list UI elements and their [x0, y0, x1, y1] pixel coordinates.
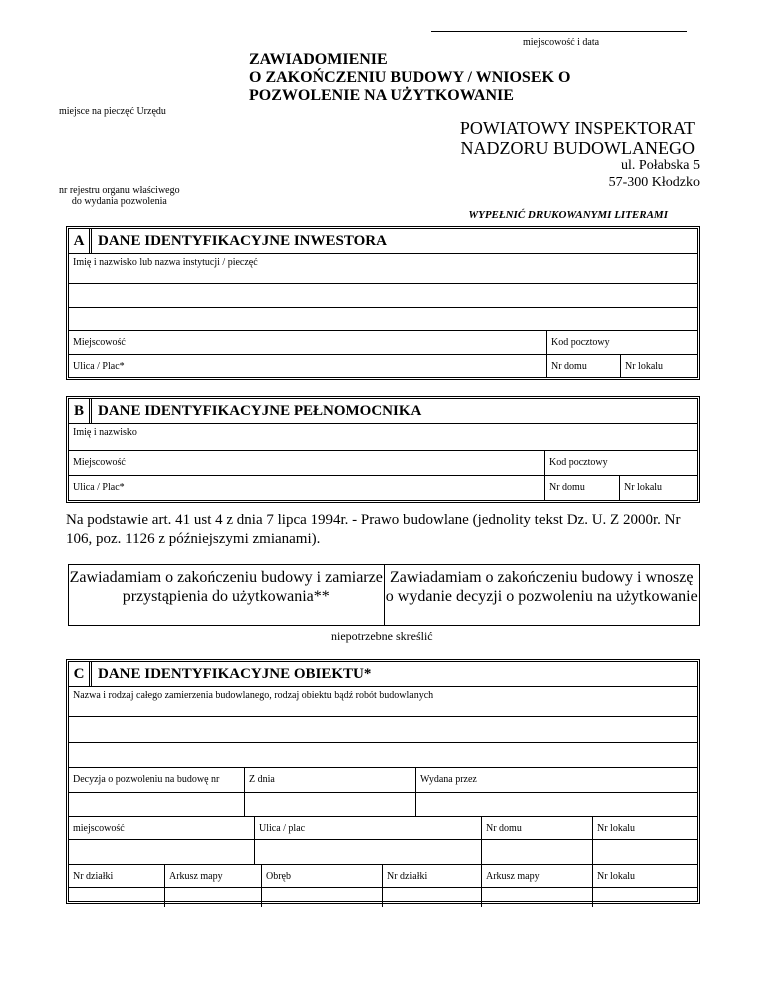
- investor-postal-field[interactable]: [547, 331, 697, 354]
- title-line-3: POZWOLENIE NA UŻYTKOWANIE: [249, 87, 514, 104]
- plot-values-row: [69, 888, 697, 907]
- plot-row: [69, 865, 697, 888]
- object-street-input[interactable]: [255, 840, 482, 864]
- proxy-postal-label: Kod pocztowy: [549, 457, 608, 468]
- fill-instruction: WYPEŁNIĆ DRUKOWANYMI LITERAMI: [468, 209, 668, 221]
- proxy-postal-field[interactable]: [545, 451, 697, 475]
- object-address-row: [69, 817, 697, 840]
- register-line-2: do wydania pozwolenia: [71, 196, 167, 207]
- proxy-street-label: Ulica / Plac*: [73, 482, 125, 493]
- object-address-values-row: [69, 840, 697, 865]
- object-city-field[interactable]: [69, 817, 255, 839]
- proxy-flat-field[interactable]: [620, 476, 697, 500]
- option-notify-and-use[interactable]: Zawiadamiam o zakończeniu budowy i zamiarze przystąpienia do użytkowania**: [69, 565, 385, 625]
- decision-row: [69, 768, 697, 793]
- map-sheet-input-1[interactable]: [165, 888, 262, 907]
- investor-street-label: Ulica / Plac*: [73, 361, 125, 372]
- proxy-city-row: [69, 451, 697, 476]
- investor-city-label: Miejscowość: [73, 337, 126, 348]
- object-name-label: Nazwa i rodzaj całego zamierzenia budowlanego, rodzaj obiektu bądź robót budowlanych: [73, 690, 434, 701]
- decision-label: Decyzja o pozwoleniu na budowę nr: [73, 774, 220, 785]
- object-city-label: miejscowość: [73, 823, 125, 834]
- plot-number-input-1[interactable]: [69, 888, 165, 907]
- plot-flat-field[interactable]: [593, 865, 697, 887]
- investor-street-field[interactable]: [69, 355, 547, 377]
- title-line-2: O ZAKOŃCZENIU BUDOWY / WNIOSEK O: [249, 69, 571, 86]
- investor-street-row: [69, 355, 697, 377]
- section-c-object: [66, 659, 700, 904]
- legal-basis-text: Na podstawie art. 41 ust 4 z dnia 7 lipca 1994r. - Prawo budowlane (jednolity tekst Dz. U. Z 2000r. Nr 106, poz. 1126 z późniejszymi zmianami).: [66, 512, 681, 547]
- cross-out-note: niepotrzebne skreślić: [331, 629, 433, 643]
- section-b-letter: B: [69, 399, 92, 423]
- object-name-field[interactable]: [69, 687, 697, 716]
- object-house-field[interactable]: [482, 817, 593, 839]
- investor-city-field[interactable]: [69, 331, 547, 354]
- option-request-permit[interactable]: Zawiadamiam o zakończeniu budowy i wnoszę o wydanie decyzji o pozwoleniu na użytkowanie: [385, 569, 698, 605]
- section-a-title: DANE IDENTYFIKACYJNE INWESTORA: [98, 232, 387, 249]
- section-c-title: DANE IDENTYFIKACYJNE OBIEKTU*: [98, 665, 372, 682]
- register-label: [59, 185, 180, 207]
- precinct-label: Obręb: [266, 871, 291, 882]
- plot-number-field-1[interactable]: [69, 865, 165, 887]
- object-flat-field[interactable]: [593, 817, 697, 839]
- plot-flat-input[interactable]: [593, 888, 697, 907]
- section-a-header: [69, 229, 697, 254]
- map-sheet-field-1[interactable]: [165, 865, 262, 887]
- precinct-input[interactable]: [262, 888, 383, 907]
- object-name-field-3[interactable]: [69, 743, 697, 768]
- proxy-street-row: [69, 476, 697, 500]
- plot-number-input-2[interactable]: [383, 888, 482, 907]
- investor-name-label: Imię i nazwisko lub nazwa instytucji / pieczęć: [73, 257, 258, 268]
- investor-flat-field[interactable]: [621, 355, 697, 377]
- proxy-house-label: Nr domu: [549, 482, 585, 493]
- office-name: [460, 118, 695, 158]
- object-name-field-2[interactable]: [69, 717, 697, 743]
- office-address: [609, 157, 700, 191]
- proxy-house-field[interactable]: [545, 476, 620, 500]
- proxy-name-label: Imię i nazwisko: [73, 427, 137, 438]
- plot-label-1: Nr działki: [73, 871, 114, 882]
- place-date-label: miejscowość i data: [523, 37, 600, 48]
- map-label-1: Arkusz mapy: [169, 871, 223, 882]
- form-title: [249, 51, 570, 105]
- investor-name-field-2[interactable]: [69, 308, 697, 331]
- object-name-row: [69, 687, 697, 717]
- proxy-city-field[interactable]: [69, 451, 545, 475]
- object-flat-input[interactable]: [593, 840, 697, 864]
- proxy-street-field[interactable]: [69, 476, 545, 500]
- proxy-city-label: Miejscowość: [73, 457, 126, 468]
- office-line-2: NADZORU BUDOWLANEGO: [460, 138, 695, 158]
- decision-number-input[interactable]: [69, 793, 245, 816]
- decision-date-field[interactable]: [245, 768, 416, 792]
- proxy-flat-label: Nr lokalu: [624, 482, 663, 493]
- investor-house-field[interactable]: [547, 355, 621, 377]
- section-a-investor: [66, 226, 700, 380]
- proxy-name-field[interactable]: [69, 424, 697, 450]
- object-city-input[interactable]: [69, 840, 255, 864]
- section-b-proxy: [66, 396, 700, 503]
- issued-by-label: Wydana przez: [420, 774, 477, 785]
- map-label-2: Arkusz mapy: [486, 871, 540, 882]
- place-date-line: [431, 31, 687, 32]
- section-c-letter: C: [69, 662, 92, 686]
- proxy-name-row: [69, 424, 697, 451]
- flat-label-2: Nr lokalu: [597, 871, 636, 882]
- section-a-letter: A: [69, 229, 92, 253]
- investor-name-field-1[interactable]: [69, 284, 697, 308]
- investor-house-label: Nr domu: [551, 361, 587, 372]
- object-street-field[interactable]: [255, 817, 482, 839]
- plot-number-field-2[interactable]: [383, 865, 482, 887]
- investor-postal-label: Kod pocztowy: [551, 337, 610, 348]
- issued-by-input[interactable]: [416, 793, 697, 816]
- investor-name-row[interactable]: [69, 254, 697, 284]
- plot-label-2: Nr działki: [387, 871, 428, 882]
- address-line-2: 57-300 Kłodzko: [608, 175, 700, 190]
- stamp-label: miejsce na pieczęć Urzędu: [59, 106, 166, 117]
- object-street-label: Ulica / plac: [259, 823, 306, 834]
- title-line-1: ZAWIADOMIENIE: [249, 51, 388, 68]
- section-b-header: [69, 399, 697, 424]
- register-line-1: nr rejestru organu właściwego: [59, 185, 180, 196]
- date-label: Z dnia: [249, 774, 275, 785]
- object-house-label: Nr domu: [486, 823, 522, 834]
- address-line-1: ul. Połabska 5: [621, 158, 700, 173]
- section-c-header: [69, 662, 697, 687]
- office-line-1: POWIATOWY INSPEKTORAT: [459, 118, 695, 138]
- investor-city-row: [69, 331, 697, 355]
- issued-by-field[interactable]: [416, 768, 697, 792]
- decision-number-field[interactable]: [69, 768, 245, 792]
- object-flat-label: Nr lokalu: [597, 823, 636, 834]
- map-sheet-field-2[interactable]: [482, 865, 593, 887]
- investor-flat-label: Nr lokalu: [625, 361, 664, 372]
- object-house-input[interactable]: [482, 840, 593, 864]
- notification-choice: [68, 564, 700, 626]
- decision-date-input[interactable]: [245, 793, 416, 816]
- decision-values-row: [69, 793, 697, 817]
- section-b-title: DANE IDENTYFIKACYJNE PEŁNOMOCNIKA: [98, 402, 422, 419]
- precinct-field[interactable]: [262, 865, 383, 887]
- map-sheet-input-2[interactable]: [482, 888, 593, 907]
